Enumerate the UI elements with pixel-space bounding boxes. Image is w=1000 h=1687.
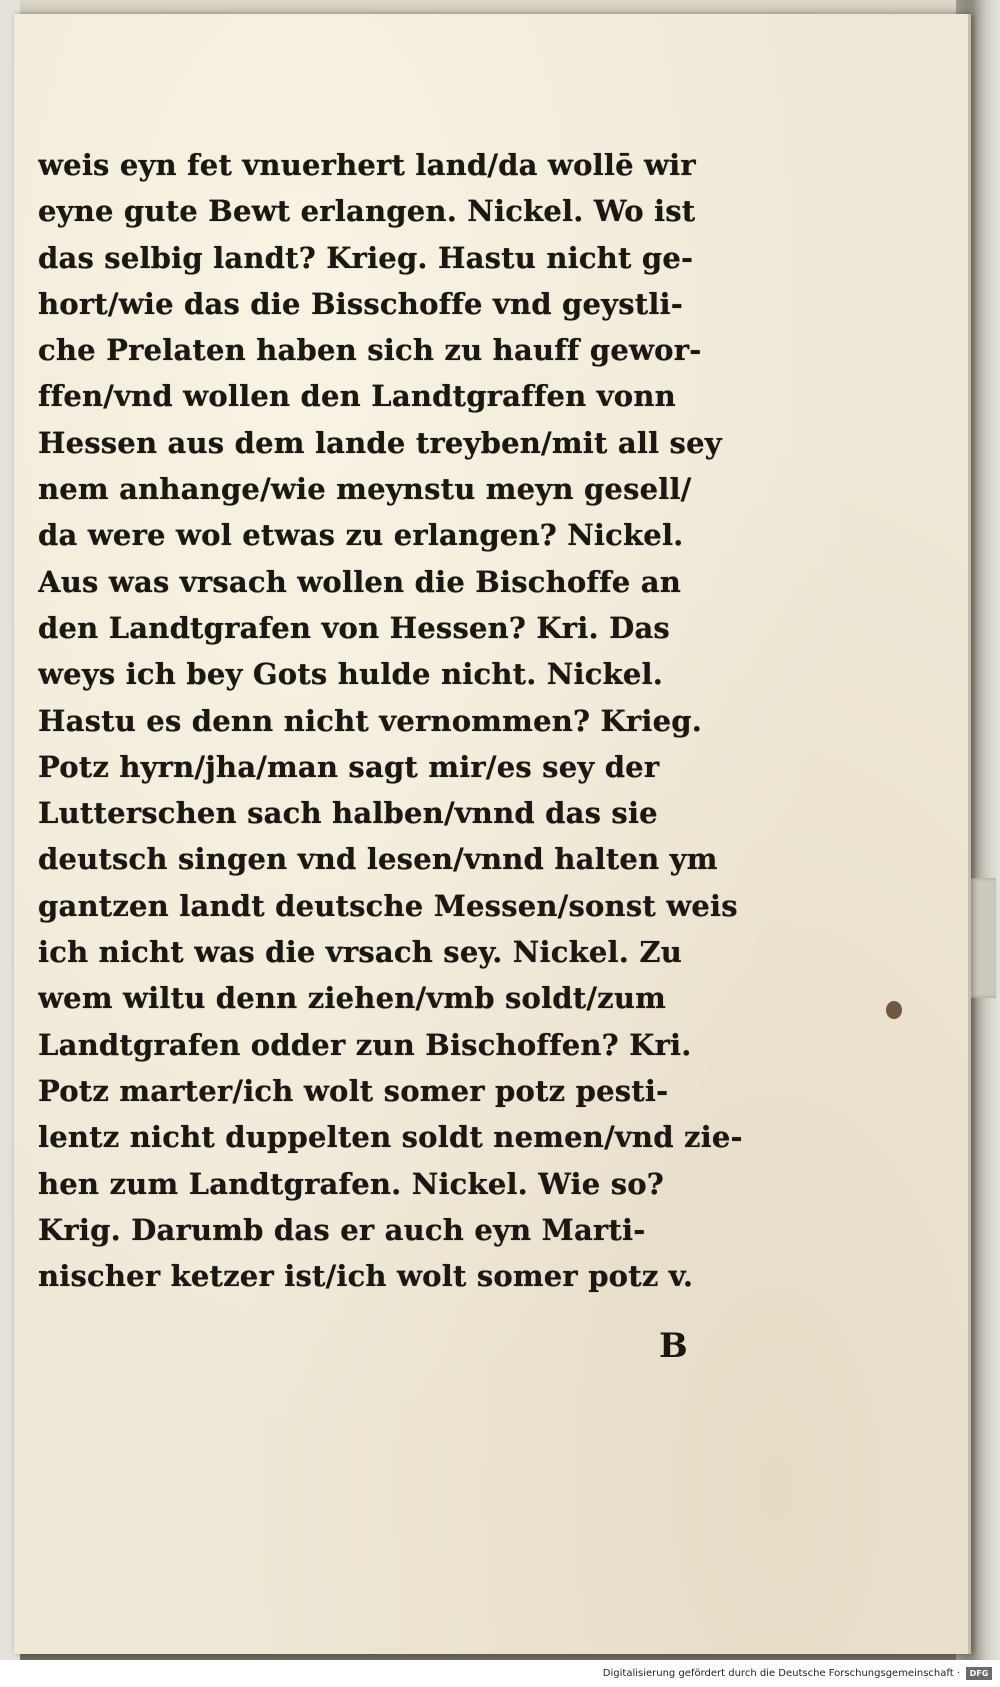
- text-line: Lutterschen sach halben/vnnd das sie: [38, 796, 658, 831]
- text-line: das selbig landt? Krieg. Hastu nicht ge-: [38, 240, 694, 275]
- text-line: ich nicht was die vrsach sey. Nickel. Zu: [38, 935, 682, 970]
- text-line: weis eyn fet vnuerhert land/da wollē wir: [38, 148, 696, 182]
- paper-stain: [886, 1001, 902, 1019]
- text-line: Potz hyrn/jha/man sagt mir/es sey der: [38, 749, 660, 784]
- text-line: Potz marter/ich wolt somer potz pesti-: [38, 1073, 669, 1108]
- text-line: den Landtgrafen von Hessen? Kri. Das: [38, 610, 670, 645]
- text-line: Hessen aus dem lande treyben/mit all sey: [38, 425, 722, 460]
- text-line: Krig. Darumb das er auch eyn Marti-: [38, 1212, 646, 1247]
- book-page: [14, 14, 971, 1654]
- text-line: da were wol etwas zu erlangen? Nickel.: [38, 518, 684, 553]
- text-line: lentz nicht duppelten soldt nemen/vnd zie-: [38, 1120, 743, 1155]
- text-line: ffen/vnd wollen den Landtgraffen vonn: [38, 379, 676, 414]
- text-line: eyne gute Bewt erlangen. Nickel. Wo ist: [38, 194, 696, 229]
- text-line: Landtgrafen odder zun Bischoffen? Kri.: [38, 1027, 692, 1062]
- digitization-credit: Digitalisierung gefördert durch die Deutsche Forschungsgemeinschaft ·: [602, 1668, 960, 1679]
- text-line: Hastu es denn nicht vernommen? Krieg.: [38, 703, 703, 738]
- text-line: wem wiltu denn ziehen/vmb soldt/zum: [38, 981, 667, 1016]
- text-line: deutsch singen vnd lesen/vnnd halten ym: [38, 842, 718, 877]
- dfg-logo: DFG: [966, 1667, 992, 1680]
- text-line: nischer ketzer ist/ich wolt somer potz v.: [38, 1259, 694, 1294]
- text-line: Aus was vrsach wollen die Bischoffe an: [38, 564, 681, 599]
- text-line: hort/wie das die Bisschoffe vnd geystli-: [38, 286, 683, 321]
- text-line: gantzen landt deutsche Messen/sonst weis: [38, 888, 738, 923]
- page-text: [38, 142, 798, 1299]
- text-line: weys ich bey Gots hulde nicht. Nickel.: [38, 657, 664, 692]
- text-line: hen zum Landtgrafen. Nickel. Wie so?: [38, 1166, 664, 1201]
- text-line: nem anhange/wie meynstu meyn gesell/: [38, 472, 692, 507]
- text-line: che Prelaten haben sich zu hauff gewor-: [38, 333, 702, 368]
- catchword: B: [659, 1326, 688, 1366]
